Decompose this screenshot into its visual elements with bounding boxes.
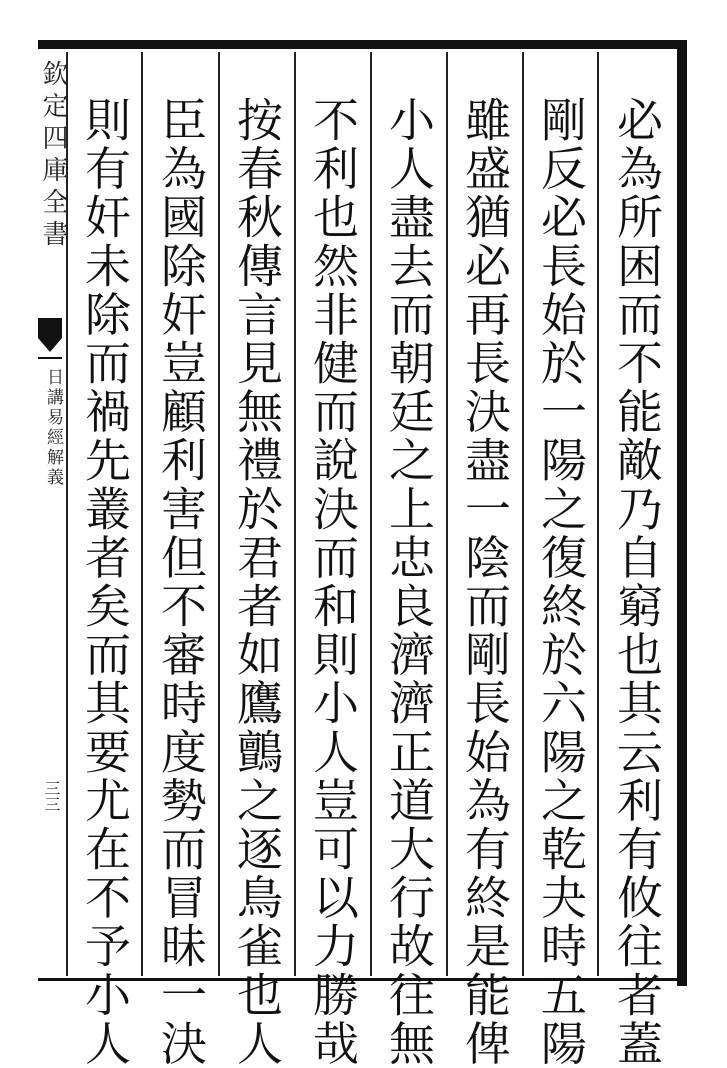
column-divider bbox=[218, 52, 220, 976]
column-divider bbox=[141, 52, 143, 976]
margin-section-title: 日講易經解義 bbox=[43, 368, 63, 488]
column-divider bbox=[294, 52, 296, 976]
column-divider bbox=[446, 52, 448, 976]
column-divider bbox=[597, 52, 599, 976]
fishtail-icon bbox=[38, 318, 64, 362]
text-column-8: 則有奸未除而禍先叢者矣而其要尤在不予小人 bbox=[78, 96, 132, 1068]
page-number: 三三 bbox=[42, 780, 61, 812]
text-column-2: 剛反必長始於一陽之復終於六陽之乾夬時五陽 bbox=[534, 96, 588, 1068]
text-column-1: 必為所困而不能敵乃自窮也其云利有攸往者蓋 bbox=[610, 96, 664, 1068]
column-divider bbox=[370, 52, 372, 976]
text-column-5: 不利也然非健而說決而和則小人豈可以力勝哉 bbox=[306, 96, 360, 1068]
text-column-3: 雖盛猶必再長決盡一陰而剛長始為有終是能俾 bbox=[458, 96, 512, 1068]
right-border bbox=[677, 40, 687, 986]
top-border bbox=[38, 40, 686, 49]
text-column-4: 小人盡去而朝廷之上忠良濟濟正道大行故往無 bbox=[382, 96, 436, 1068]
column-divider bbox=[522, 52, 524, 976]
margin-book-title: 欽定四庫全書 bbox=[38, 60, 68, 252]
text-column-6: 按春秋傳言見無禮於君者如鷹鸇之逐鳥雀也人 bbox=[230, 96, 284, 1068]
text-column-7: 臣為國除奸豈顧利害但不審時度勢而冒昧一決 bbox=[154, 96, 208, 1068]
